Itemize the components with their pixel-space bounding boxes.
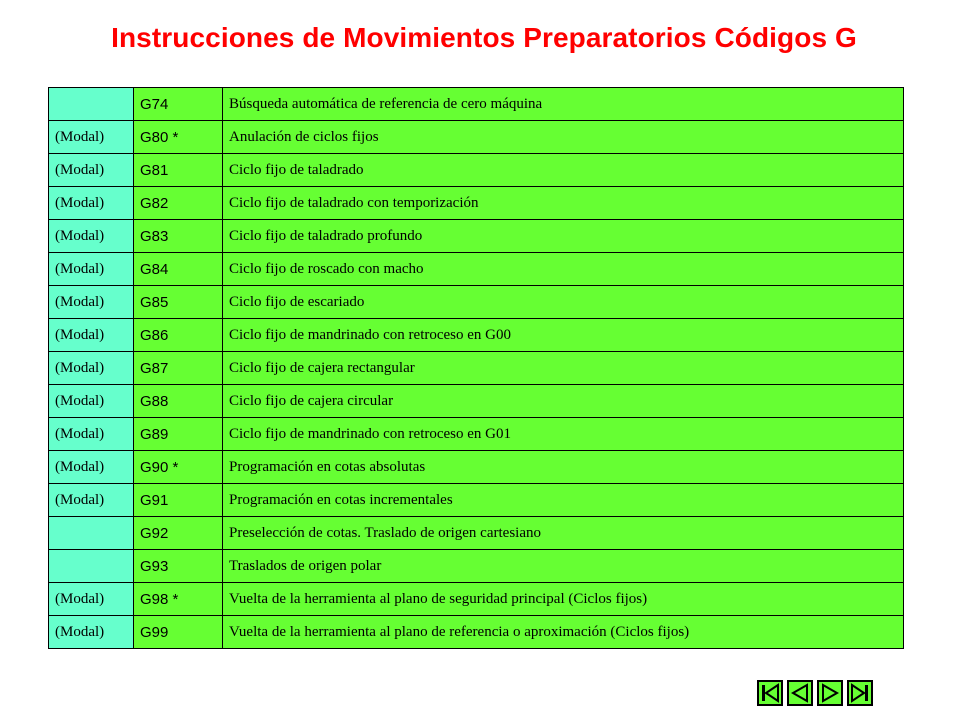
description-cell: Ciclo fijo de taladrado con temporización bbox=[223, 187, 904, 220]
table-row bbox=[49, 484, 904, 517]
code-cell: G93 bbox=[134, 550, 223, 583]
code-cell: G90 * bbox=[134, 451, 223, 484]
code-cell: G82 bbox=[134, 187, 223, 220]
table-row bbox=[49, 352, 904, 385]
table-body bbox=[49, 88, 904, 649]
table-row bbox=[49, 385, 904, 418]
modal-cell: (Modal) bbox=[49, 154, 134, 187]
code-cell: G91 bbox=[134, 484, 223, 517]
description-cell: Ciclo fijo de cajera rectangular bbox=[223, 352, 904, 385]
modal-cell bbox=[49, 517, 134, 550]
code-cell: G80 * bbox=[134, 121, 223, 154]
code-cell: G86 bbox=[134, 319, 223, 352]
modal-cell: (Modal) bbox=[49, 319, 134, 352]
table-row bbox=[49, 418, 904, 451]
modal-cell bbox=[49, 88, 134, 121]
code-cell: G98 * bbox=[134, 583, 223, 616]
description-cell: Ciclo fijo de cajera circular bbox=[223, 385, 904, 418]
description-cell: Programación en cotas incrementales bbox=[223, 484, 904, 517]
description-cell: Ciclo fijo de mandrinado con retroceso en G01 bbox=[223, 418, 904, 451]
table-row bbox=[49, 253, 904, 286]
first-slide-button[interactable] bbox=[757, 680, 783, 706]
description-cell: Anulación de ciclos fijos bbox=[223, 121, 904, 154]
table-row bbox=[49, 319, 904, 352]
description-cell: Programación en cotas absolutas bbox=[223, 451, 904, 484]
table-row bbox=[49, 220, 904, 253]
previous-icon bbox=[789, 682, 811, 704]
table-row bbox=[49, 187, 904, 220]
table-row bbox=[49, 154, 904, 187]
modal-cell: (Modal) bbox=[49, 385, 134, 418]
modal-cell: (Modal) bbox=[49, 418, 134, 451]
description-cell: Ciclo fijo de roscado con macho bbox=[223, 253, 904, 286]
code-cell: G89 bbox=[134, 418, 223, 451]
code-cell: G74 bbox=[134, 88, 223, 121]
code-cell: G83 bbox=[134, 220, 223, 253]
code-cell: G87 bbox=[134, 352, 223, 385]
first-icon bbox=[759, 682, 781, 704]
g-codes-table bbox=[48, 87, 904, 649]
modal-cell: (Modal) bbox=[49, 451, 134, 484]
description-cell: Ciclo fijo de taladrado profundo bbox=[223, 220, 904, 253]
table-row bbox=[49, 517, 904, 550]
modal-cell: (Modal) bbox=[49, 616, 134, 649]
code-cell: G92 bbox=[134, 517, 223, 550]
last-slide-button[interactable] bbox=[847, 680, 873, 706]
code-cell: G81 bbox=[134, 154, 223, 187]
modal-cell: (Modal) bbox=[49, 253, 134, 286]
code-cell: G84 bbox=[134, 253, 223, 286]
table-row bbox=[49, 616, 904, 649]
description-cell: Ciclo fijo de mandrinado con retroceso en G00 bbox=[223, 319, 904, 352]
code-cell: G85 bbox=[134, 286, 223, 319]
description-cell: Ciclo fijo de escariado bbox=[223, 286, 904, 319]
modal-cell: (Modal) bbox=[49, 121, 134, 154]
description-cell: Vuelta de la herramienta al plano de referencia o aproximación (Ciclos fijos) bbox=[223, 616, 904, 649]
slide-title: Instrucciones de Movimientos Preparatorios Códigos G bbox=[111, 22, 857, 53]
code-cell: G99 bbox=[134, 616, 223, 649]
modal-cell: (Modal) bbox=[49, 583, 134, 616]
description-cell: Ciclo fijo de taladrado bbox=[223, 154, 904, 187]
table-row bbox=[49, 583, 904, 616]
table-row bbox=[49, 286, 904, 319]
description-cell: Preselección de cotas. Traslado de origen cartesiano bbox=[223, 517, 904, 550]
table-row bbox=[49, 121, 904, 154]
description-cell: Búsqueda automática de referencia de cero máquina bbox=[223, 88, 904, 121]
description-cell: Vuelta de la herramienta al plano de seguridad principal (Ciclos fijos) bbox=[223, 583, 904, 616]
previous-slide-button[interactable] bbox=[787, 680, 813, 706]
modal-cell: (Modal) bbox=[49, 187, 134, 220]
next-icon bbox=[819, 682, 841, 704]
modal-cell: (Modal) bbox=[49, 484, 134, 517]
code-cell: G88 bbox=[134, 385, 223, 418]
next-slide-button[interactable] bbox=[817, 680, 843, 706]
modal-cell: (Modal) bbox=[49, 286, 134, 319]
slide-navigation bbox=[757, 680, 873, 706]
table-row bbox=[49, 451, 904, 484]
modal-cell: (Modal) bbox=[49, 352, 134, 385]
modal-cell: (Modal) bbox=[49, 220, 134, 253]
description-cell: Traslados de origen polar bbox=[223, 550, 904, 583]
last-icon bbox=[849, 682, 871, 704]
table-row bbox=[49, 88, 904, 121]
table-row bbox=[49, 550, 904, 583]
modal-cell bbox=[49, 550, 134, 583]
